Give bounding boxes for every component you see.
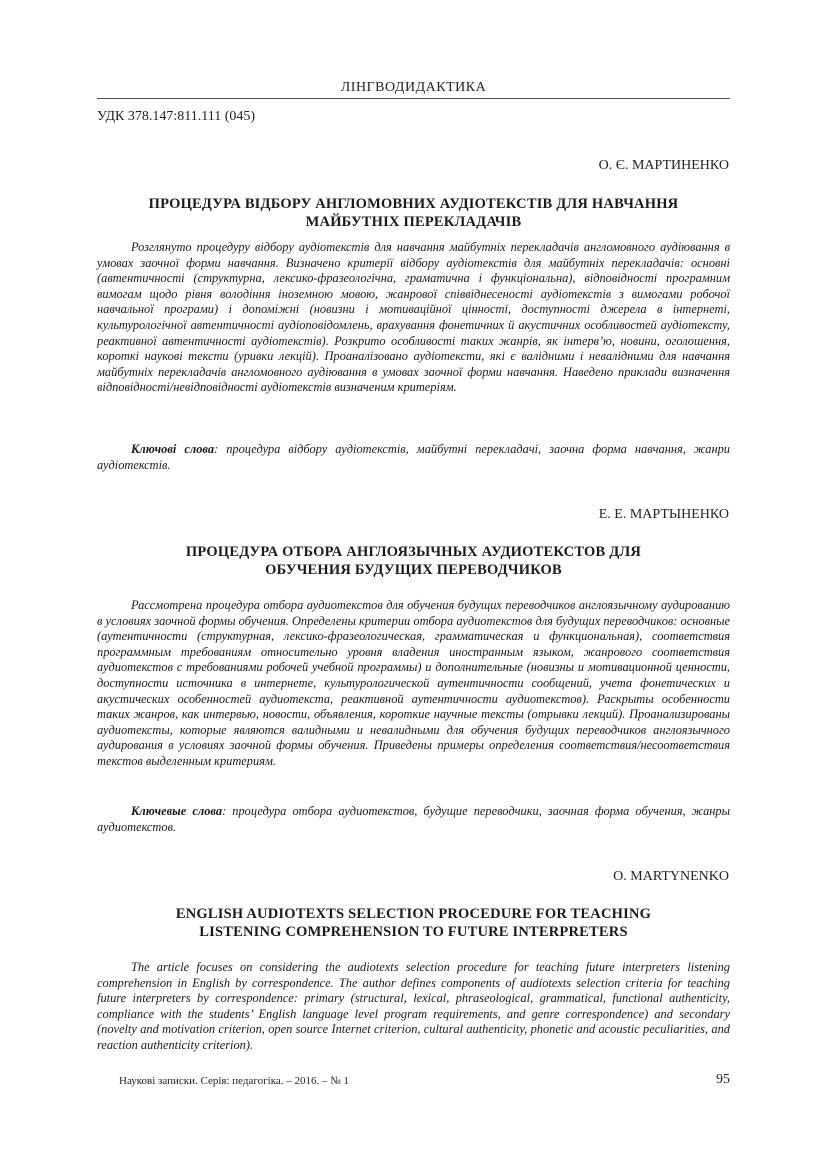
section-header: ЛІНГВОДИДАКТИКА <box>340 80 487 95</box>
author-ukrainian: О. Є. МАРТИНЕНКО <box>598 158 729 173</box>
udk-code: УДК 378.147:811.111 (045) <box>97 109 256 124</box>
title-russian-line2: ОБУЧЕНИЯ БУДУЩИХ ПЕРЕВОДЧИКОВ <box>265 562 562 578</box>
keywords-russian-text: : процедура отбора аудиотекстов, будущие переводчики, заочная форма обучения, жанры аудиотекстов. <box>97 804 731 834</box>
title-russian-line1: ПРОЦЕДУРА ОТБОРА АНГЛОЯЗЫЧНЫХ АУДИОТЕКСТОВ ДЛЯ <box>185 544 642 560</box>
author-russian: Е. Е. МАРТЫНЕНКО <box>598 507 729 522</box>
keywords-ukrainian-text: : процедура відбору аудіотекстів, майбутні перекладачі, заочна форма навчання, жанри аудіотекстів. <box>97 442 730 472</box>
keywords-russian <box>97 804 730 835</box>
title-ukrainian-line1: ПРОЦЕДУРА ВІДБОРУ АНГЛОМОВНИХ АУДІОТЕКСТІВ ДЛЯ НАВЧАННЯ <box>148 196 679 212</box>
keywords-ukrainian-label: Ключові слова <box>131 442 215 456</box>
title-russian <box>97 543 730 579</box>
title-english-line2: LISTENING COMPREHENSION TO FUTURE INTERPRETERS <box>199 924 628 940</box>
abstract-english: The article focuses on considering the audiotexts selection procedure for teaching future interpreters listening comprehension in English by correspondence. The author defines components of audiotexts selection criteria for teaching future interpreters by correspondence: primary (structural, lexical, phraseological, grammatical, functional authenticity, compliance with the students’ English language level program requirements, and genre correspondence) and secondary (novelty and motivation criterion, open source Internet criterion, cultural authenticity, phonetic and acoustic peculiarities, and reaction authenticity criterion). <box>97 960 730 1052</box>
title-english <box>97 905 730 941</box>
author-english: O. MARTYNENKO <box>613 869 729 884</box>
keywords-russian-label: Ключевые слова <box>131 804 223 818</box>
abstract-ukrainian: Розглянуто процедуру відбору аудіотекстів для навчання майбутніх перекладачів англомовного аудіювання в умовах заочної форми навчання. Визначено критерії відбору аудіотекстів для майбутніх перекладачів: основні (автентичності (структурна, лексико-фразеологічна, граматична і функціональна), відповідності програмним вимогам щодо рівня володіння іноземною мовою, жанрової співвіднесеності аудіотекстів з вимогами робочої навчальної програми) і допоміжні (новизни і мотиваційної цінності, доступності джерела в інтернеті, культурологічної автентичності аудіоповідомлень, врахування фонетичних й акустичних особливостей аудіотексту, реактивної автентичності аудіотекстів). Розкрито особливості таких жанрів, як інтерв’ю, новини, оголошення, короткі наукові тексти (уривки лекцій). Проаналізовано аудіотексти, які є валідними і невалідними для навчання майбутніх перекладачів англомовного аудіювання в умовах заочної форми навчання. Наведено приклади визначення відповідності/невідповідності аудіотекстів визначеним критеріям. <box>97 240 730 395</box>
title-ukrainian <box>97 195 730 231</box>
title-english-line1: ENGLISH AUDIOTEXTS SELECTION PROCEDURE FOR TEACHING <box>175 906 652 922</box>
title-ukrainian-line2: МАЙБУТНІХ ПЕРЕКЛАДАЧІВ <box>305 214 522 230</box>
footer-journal-citation: Наукові записки. Серія: педагогіка. – 2016. – № 1 <box>119 1075 350 1087</box>
page-number: 95 <box>716 1072 730 1087</box>
abstract-russian: Рассмотрена процедура отбора аудиотекстов для обучения будущих переводчиков англоязычному аудированию в условиях заочной формы обучения. Определены критерии отбора аудиотекстов для будущих переводчиков: основные (аутентичности (структурная, лексико-фразеологическая, грамматическая и функциональная), соответствия программным требованиям относительно уровня владения иностранным языком, жанрового соответствия аудиотекстов с требованиями робочей учебной программы) и дополнительные (новизны и мотивационной ценности, доступности источника в интернете, культурологической аутентичности сообщений, учета фонетических и акустических особенностей аудиотекста, реактивной аутентичности аудиотекстов). Раскрыты особенности таких жанров, как интервью, новости, объявления, короткие научные тексты (отрывки лекций). Проанализированы аудиотексты, которые являются валидными и невалидными для обучения будущих переводчиков англоязычного аудирования в условиях заочной формы обучения. Приведены примеры определения соответствия/несоответствия текстов выделенным критериям. <box>97 598 730 768</box>
header-divider <box>97 98 730 99</box>
keywords-ukrainian <box>97 442 730 473</box>
